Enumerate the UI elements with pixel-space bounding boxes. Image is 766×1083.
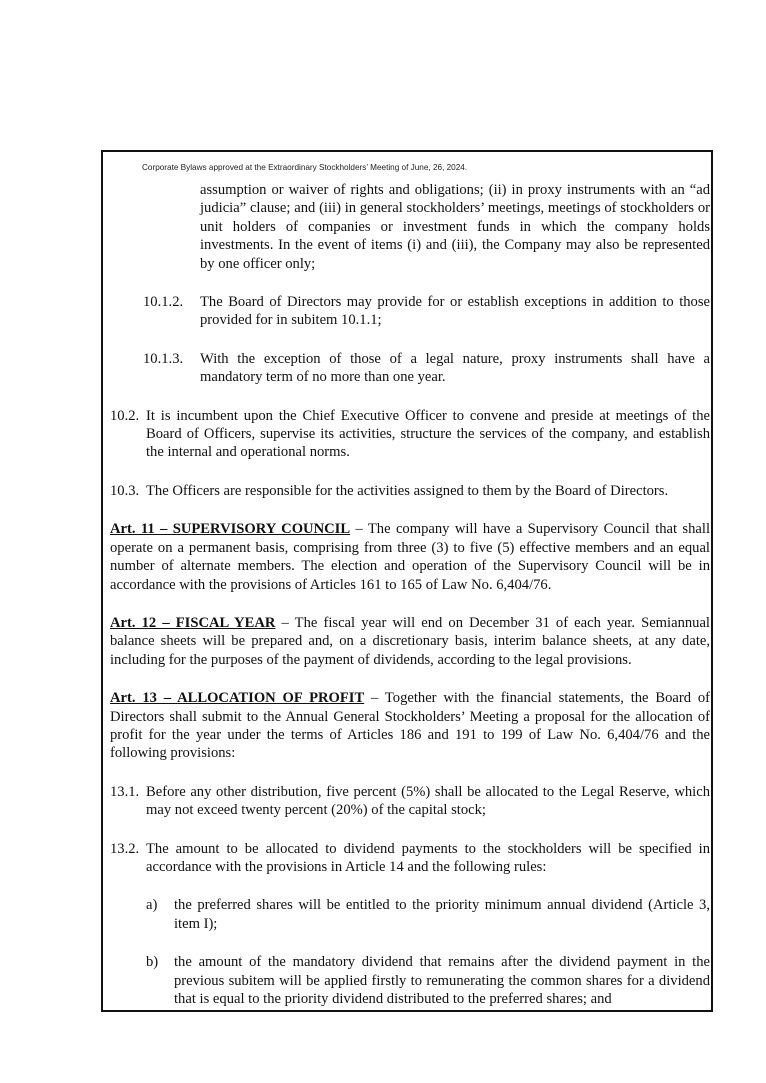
article-13 [110, 689, 710, 763]
article-text: – Together with the financial statements, the Board of Directors shall submit to the Annual General Stockholders’ Meeting a proposal for the allocation of profit for the year under the terms of Articles 186 and 191 to 199 of Law No. 6,404/76 and the following provisions: [110, 690, 710, 762]
subitem-text: the amount of the mandatory dividend that remains after the dividend payment in the previous subitem will be applied firstly to remunerating the common shares for a dividend that is equal to the priority dividend distributed to the preferred shares; and [174, 954, 710, 1007]
article-heading: Art. 13 – ALLOCATION OF PROFIT [110, 690, 365, 707]
item-10-2 [110, 407, 710, 462]
page-header: Corporate Bylaws approved at the Extraordinary Stockholders’ Meeting of June, 26, 2024. [142, 163, 468, 172]
page-frame [101, 150, 713, 1012]
document-body [110, 181, 710, 1008]
item-13-1 [110, 783, 710, 820]
article-text: – The fiscal year will end on December 31 of each year. Semiannual balance sheets will be prepared and, on a discretionary basis, interim balance sheets, at any date, including for the purposes of the payment of dividends, according to the legal provisions. [110, 614, 710, 668]
subitem-a [146, 896, 710, 933]
subitem-letter: b) [146, 954, 159, 971]
item-13-2 [110, 840, 710, 877]
subitem-letter: a) [146, 897, 158, 914]
subitem-10-1-3 [143, 350, 710, 387]
item-number: 13.2. [110, 840, 140, 857]
subitem-10-1-2 [143, 293, 710, 330]
item-text: It is incumbent upon the Chief Executive Officer to convene and preside at meetings of the Board of Officers, supervise its activities, structure the services of the company, and establish the internal and operational norms. [146, 407, 710, 461]
article-heading: Art. 12 – FISCAL YEAR [110, 614, 276, 631]
article-11 [110, 520, 710, 594]
item-text: The amount to be allocated to dividend payments to the stockholders will be specified in accordance with the provisions in Article 14 and the following rules: [146, 840, 710, 875]
item-10-3 [110, 482, 710, 500]
article-heading: Art. 11 – SUPERVISORY COUNCIL [110, 521, 351, 538]
subitem-text: the preferred shares will be entitled to the priority minimum annual dividend (Article 3, item I); [174, 897, 710, 932]
article-text: – The company will have a Supervisory Council that shall operate on a permanent basis, comprising from three (3) to five (5) effective members and an equal number of alternate members. The election and operation of the Supervisory Council will be in accordance with the provisions of Articles 161 to 165 of Law No. 6,404/76. [110, 521, 710, 593]
item-text: The Officers are responsible for the activities assigned to them by the Board of Directors. [146, 482, 669, 499]
item-number: 10.3. [110, 482, 140, 499]
subitem-text: The Board of Directors may provide for or establish exceptions in addition to those provided for in subitem 10.1.1; [200, 294, 710, 329]
item-text: Before any other distribution, five percent (5%) shall be allocated to the Legal Reserve, which may not exceed twenty percent (20%) of the capital stock; [146, 783, 710, 819]
subitem-number: 10.1.3. [143, 350, 184, 367]
article-12 [110, 614, 710, 669]
subitem-number: 10.1.2. [143, 294, 184, 311]
subitem-b [146, 953, 710, 1008]
continued-paragraph: assumption or waiver of rights and obligations; (ii) in proxy instruments with an “ad judicia” clause; and (iii) in general stockholders’ meetings, meetings of stockholders or unit holders of companies or investment funds in which the company holds investments. In the event of items (i) and (iii), the Company may also be represented by one officer only; [200, 182, 710, 272]
subitem-text: With the exception of those of a legal nature, proxy instruments shall have a mandatory term of no more than one year. [200, 350, 710, 386]
item-number: 13.1. [110, 783, 140, 800]
item-number: 10.2. [110, 407, 140, 424]
